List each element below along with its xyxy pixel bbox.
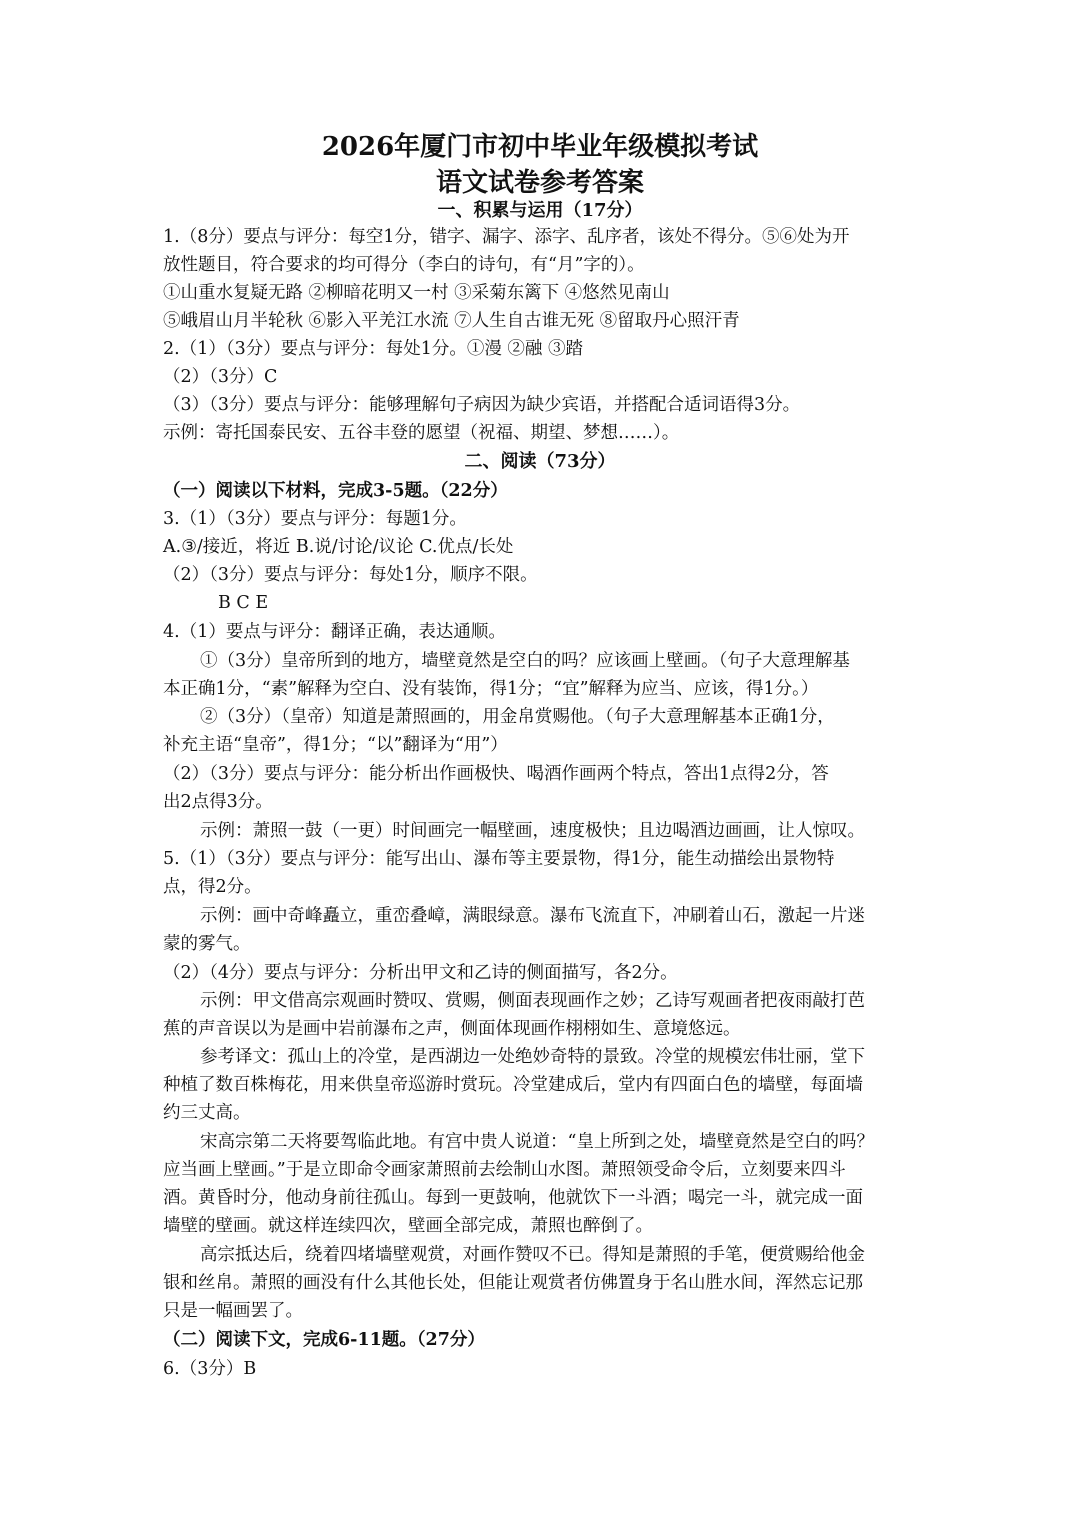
answer-line: 蕉的声音误以为是画中岩前瀑布之声，侧面体现画作栩栩如生、意境悠远。 [163, 1019, 741, 1039]
answer-line: （2）（3分）C [163, 367, 278, 387]
answer-line: 6.（3分）B [163, 1359, 257, 1379]
answer-line: A.③/接近，将近 B.说/讨论/议论 C.优点/长处 [163, 537, 514, 557]
translation-line: 高宗抵达后，绕着四堵墙壁观赏，对画作赞叹不已。得知是萧照的手笔，便赏赐给他金 [200, 1245, 865, 1265]
answer-line: 放性题目，符合要求的均可得分（李白的诗句，有“月”字的）。 [163, 255, 645, 275]
translation-line: 种植了数百株梅花，用来供皇帝巡游时赏玩。冷堂建成后，堂内有四面白色的墙壁，每面墙 [163, 1075, 863, 1095]
answer-line: 3.（1）（3分）要点与评分：每题1分。 [163, 509, 467, 529]
translation-line: 约三丈高。 [163, 1103, 251, 1123]
answer-line: 本正确1分，“素”解释为空白、没有装饰，得1分；“宜”解释为应当、应该，得1分。） [163, 679, 819, 699]
answer-line: ①山重水复疑无路 ②柳暗花明又一村 ③采菊东篱下 ④悠然见南山 [163, 283, 670, 303]
answer-line: ⑤峨眉山月半轮秋 ⑥影入平羌江水流 ⑦人生自古谁无死 ⑧留取丹心照汗青 [163, 311, 740, 331]
translation-line: 银和丝帛。萧照的画没有什么其他长处，但能让观赏者仿佛置身于名山胜水间，浑然忘记那 [163, 1273, 863, 1293]
section-heading-reading: 二、阅读（73分） [464, 451, 616, 472]
answer-line: 示例：萧照一鼓（一更）时间画完一幅壁画，速度极快；且边喝酒边画画，让人惊叹。 [200, 821, 865, 841]
translation-line: 宋高宗第二天将要驾临此地。有宫中贵人说道：“皇上所到之处，墙壁竟然是空白的吗？ [200, 1132, 874, 1152]
answer-line: 2.（1）（3分）要点与评分：每处1分。①漫 ②融 ③踏 [163, 339, 583, 359]
answer-line: 蒙的雾气。 [163, 934, 251, 954]
translation-line: 墙壁的壁画。就这样连续四次，壁画全部完成，萧照也醉倒了。 [163, 1216, 653, 1236]
answer-line: 4.（1）要点与评分：翻译正确，表达通顺。 [163, 622, 506, 642]
translation-line: 参考译文：孤山上的冷堂，是西湖边一处绝妙奇特的景致。冷堂的规模宏伟壮丽，堂下 [200, 1047, 865, 1067]
exam-subtitle: 语文试卷参考答案 [435, 168, 644, 198]
answer-line: 出2点得3分。 [163, 792, 273, 812]
section-heading-accumulation: 一、积累与运用（17分） [437, 200, 643, 221]
answer-line: （3）（3分）要点与评分：能够理解句子病因为缺少宾语，并搭配合适词语得3分。 [163, 395, 801, 415]
answer-line: ①（3分）皇帝所到的地方，墙壁竟然是空白的吗？应该画上壁画。（句子大意理解基 [200, 651, 850, 671]
answer-line: 1.（8分）要点与评分：每空1分，错字、漏字、添字、乱序者，该处不得分。⑤⑥处为开 [163, 227, 850, 247]
answer-line: ②（3分）（皇帝）知道是萧照画的，用金帛赏赐他。（句子大意理解基本正确1分， [200, 707, 835, 727]
answer-line: 示例：甲文借高宗观画时赞叹、赏赐，侧面表现画作之妙；乙诗写观画者把夜雨敲打芭 [200, 991, 865, 1011]
exam-title: 2026年厦门市初中毕业年级模拟考试 [321, 132, 759, 162]
answer-line: 补充主语“皇帝”，得1分；“以”翻译为“用”） [163, 735, 508, 755]
translation-line: 应当画上壁画。”于是立即命令画家萧照前去绘制山水图。萧照领受命令后，立刻要来四斗 [163, 1160, 846, 1180]
translation-line: 只是一幅画罢了。 [163, 1301, 303, 1321]
answer-line: B C E [218, 593, 269, 613]
answer-line: 示例：画中奇峰矗立，重峦叠嶂，满眼绿意。瀑布飞流直下，冲刷着山石，激起一片迷 [200, 906, 865, 926]
answer-line: （2）（4分）要点与评分：分析出甲文和乙诗的侧面描写，各2分。 [163, 963, 678, 983]
answer-line: 点，得2分。 [163, 877, 262, 897]
answer-line: 5.（1）（3分）要点与评分：能写出山、瀑布等主要景物，得1分，能生动描绘出景物特 [163, 849, 835, 869]
answer-line: （2）（3分）要点与评分：能分析出作画极快、喝酒作画两个特点，答出1点得2分，答 [163, 764, 829, 784]
answer-line: （2）（3分）要点与评分：每处1分，顺序不限。 [163, 565, 538, 585]
subsection-heading: （二）阅读下文，完成6-11题。（27分） [163, 1330, 485, 1350]
translation-line: 酒。黄昏时分，他动身前往孤山。每到一更鼓响，他就饮下一斗酒；喝完一斗，就完成一面 [163, 1188, 863, 1208]
subsection-heading: （一）阅读以下材料，完成3-5题。（22分） [163, 481, 508, 501]
answer-line: 示例：寄托国泰民安、五谷丰登的愿望（祝福、期望、梦想……）。 [163, 423, 680, 443]
